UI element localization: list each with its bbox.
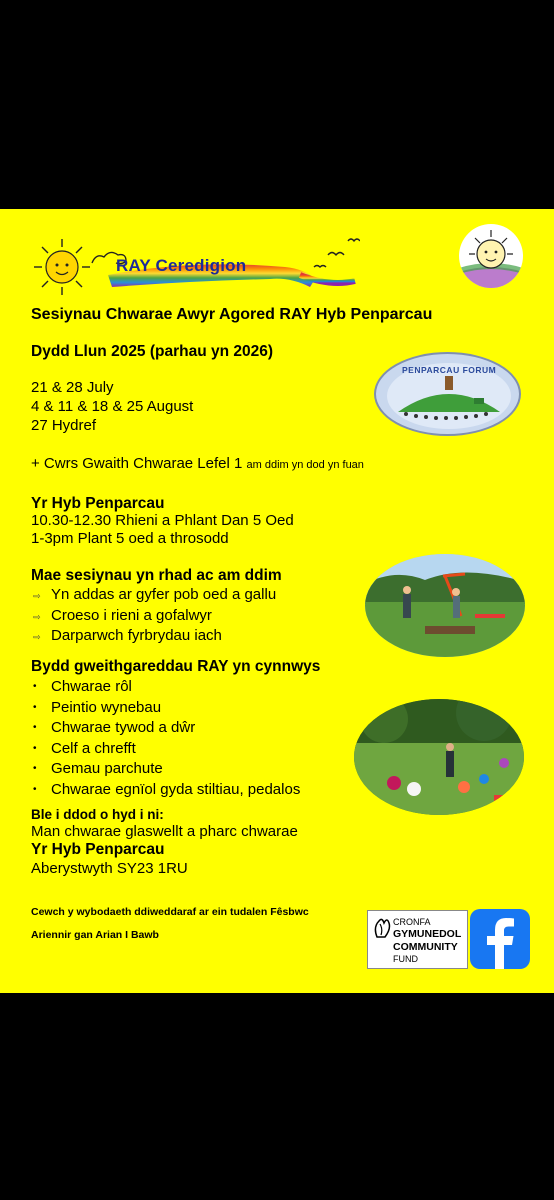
course-note: am ddim yn dod yn fuan — [246, 459, 364, 471]
activities-list — [31, 677, 300, 800]
facebook-note: Cewch y wybodaeth ddiweddaraf ar ein tudalen Fêsbwc — [31, 906, 309, 918]
bullet-dot-icon: • — [33, 722, 37, 733]
day-heading: Dydd Llun 2025 (parhau yn 2026) — [31, 343, 274, 360]
funded-by: Ariennir gan Arian I Bawb — [31, 929, 159, 941]
activities-heading: Bydd gweithgareddau RAY yn cynnwys — [31, 658, 321, 675]
arrow-bullet-icon: ⇨ — [33, 591, 41, 601]
list-item: • Chwarae rôl — [31, 677, 300, 698]
free-list — [31, 585, 276, 647]
page-title: Sesiynau Chwarae Awyr Agored RAY Hyb Penparcau — [31, 306, 433, 323]
list-item: ⇨ Darparwch fyrbrydau iach — [31, 626, 276, 647]
date-line: 4 & 11 & 18 & 25 August — [31, 398, 194, 415]
facebook-icon[interactable] — [470, 909, 530, 969]
bird-icon — [314, 239, 360, 267]
list-item: ⇨ Croeso i rieni a gofalwyr — [31, 606, 276, 627]
bullet-dot-icon: • — [33, 742, 37, 754]
forum-logo-text: PENPARCAU FORUM — [402, 365, 497, 375]
fund-line: COMMUNITY — [393, 941, 458, 953]
photo-park — [354, 699, 524, 815]
course-line — [31, 455, 364, 472]
sun-icon — [34, 239, 90, 295]
bullet-dot-icon: • — [33, 701, 37, 713]
fund-line: FUND — [393, 954, 418, 964]
arrow-bullet-icon: ⇨ — [33, 632, 41, 642]
location-desc: Man chwarae glaswellt a pharc chwarae — [31, 823, 298, 840]
photo-playground — [365, 554, 525, 657]
list-item: • Gemau parchute — [31, 759, 300, 780]
bullet-dot-icon: • — [33, 783, 37, 795]
venue-heading: Yr Hyb Penparcau — [31, 495, 165, 512]
arrow-bullet-icon: ⇨ — [33, 611, 41, 622]
date-line: 27 Hydref — [31, 417, 97, 434]
bullet-dot-icon: • — [33, 681, 37, 692]
list-item: • Celf a chrefft — [31, 739, 300, 760]
date-line: 21 & 28 July — [31, 379, 114, 396]
crossed-fingers-icon — [371, 915, 393, 939]
location-address: Aberystwyth SY23 1RU — [31, 860, 188, 877]
list-item: ⇨ Yn addas ar gyfer pob oed a gallu — [31, 585, 276, 606]
penparcau-forum-logo — [374, 352, 521, 436]
fund-line: GYMUNEDOL — [393, 928, 462, 940]
fund-line: CRONFA — [393, 917, 431, 927]
course-main: + Cwrs Gwaith Chwarae Lefel 1 — [31, 455, 243, 472]
location-label: Ble i ddod o hyd i ni: — [31, 807, 164, 822]
list-item: • Chwarae egnïol gyda stiltiau, pedalos — [31, 780, 300, 801]
list-item: • Peintio wynebau — [31, 698, 300, 719]
location-name: Yr Hyb Penparcau — [31, 841, 165, 858]
free-heading: Mae sesiynau yn rhad ac am ddim — [31, 567, 282, 584]
list-item: • Chwarae tywod a dŵr — [31, 718, 300, 739]
poster — [0, 209, 554, 993]
community-fund-logo — [367, 910, 468, 969]
session-children: 1-3pm Plant 5 oed a throsodd — [31, 530, 229, 547]
sun-round-logo — [459, 224, 523, 288]
brand-name: RAY Ceredigion — [116, 256, 247, 275]
bullet-dot-icon: • — [33, 763, 37, 774]
session-toddlers: 10.30-12.30 Rhieni a Phlant Dan 5 Oed — [31, 512, 294, 529]
